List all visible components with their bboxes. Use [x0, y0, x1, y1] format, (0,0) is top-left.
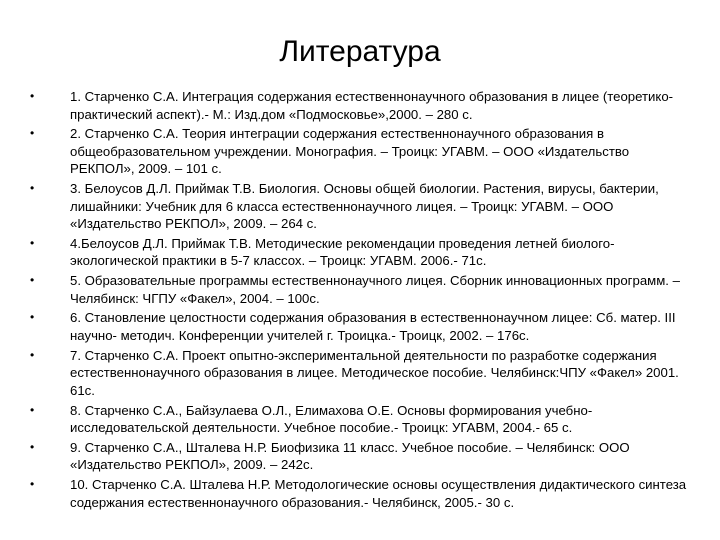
reference-text: 2. Старченко С.А. Теория интеграции содержания естественнонаучного образования в общеобразовательном учреждении. Монография. – Троицк: УГАВМ. – ООО «Издательство РЕКПОЛ», 2009. – 101 с. [70, 126, 630, 177]
slide-title: Литература [279, 35, 441, 68]
reference-text: 10. Старченко С.А. Шталева Н.Р. Методологические основы осуществления дидактического синтеза содержания естественнонаучного образования.- Челябинск, 2005.- 30 с. [70, 477, 687, 510]
bullet-icon: • [30, 477, 35, 492]
bullet-icon: • [30, 439, 35, 454]
reference-item [30, 180, 690, 233]
bullet-icon: • [30, 181, 35, 196]
reference-item [30, 272, 690, 307]
bullet-icon: • [30, 402, 35, 417]
reference-item [30, 347, 690, 400]
bullet-icon: • [30, 347, 35, 362]
bullet-icon: • [30, 126, 35, 141]
bullet-icon: • [30, 89, 35, 103]
reference-text: 8. Старченко С.А., Байзулаева О.Л., Елимахова О.Е. Основы формирования учебно-исследовательской деятельности. Учебное пособие.- Троицк: УГАВМ, 2004.- 65 с. [70, 402, 593, 436]
reference-item [30, 439, 690, 474]
reference-text: 1. Старченко С.А. Интеграция содержания естественнонаучного образования в лицее (теоретико-практический аспект).- М.: Изд.дом «Подмосковье»,2000. – 280 с. [70, 89, 674, 122]
reference-text: 7. Старченко С.А. Проект опытно-экспериментальной деятельности по разработке содержания естественнонаучного образования в лицее. Методическое пособие. Челябинск:ЧПУ «Факел» 2001. 61с. [70, 347, 679, 398]
reference-text: 6. Становление целостности содержания образования в естественнонаучном лицее: Сб. матер. III научно- методич. Конференции учителей г. Троицка.- Троицк, 2002. – 176с. [70, 310, 676, 343]
reference-item [30, 88, 690, 123]
reference-item [30, 476, 690, 511]
reference-text: 3. Белоусов Д.Л. Приймак Т.В. Биология. Основы общей биологии. Растения, вирусы, бактерии, лишайники: Учебник для 6 класса естественнонаучного лицея. – Троицк: УГАВМ. – ООО «Издательство РЕКПОЛ», 2009. – 264 с. [70, 181, 659, 232]
reference-item [30, 235, 690, 270]
bullet-icon: • [30, 273, 35, 288]
reference-list [30, 88, 690, 513]
reference-item [30, 125, 690, 178]
reference-text: 5. Образовательные программы естественнонаучного лицея. Сборник инновационных программ. – Челябинск: ЧГПУ «Факел», 2004. – 100с. [70, 273, 680, 306]
reference-text: 9. Старченко С.А., Шталева Н.Р. Биофизика 11 класс. Учебное пособие. – Челябинск: ООО «Издательство РЕКПОЛ», 2009. – 242с. [70, 439, 630, 473]
reference-item [30, 309, 690, 344]
reference-text: 4.Белоусов Д.Л. Приймак Т.В. Методические рекомендации проведения летней биолого-экологической практики в 5-7 классох. – Троицк: УГАВМ. 2006.- 71с. [70, 235, 615, 269]
bullet-icon: • [30, 310, 35, 325]
reference-item [30, 402, 690, 437]
bullet-icon: • [30, 235, 35, 250]
